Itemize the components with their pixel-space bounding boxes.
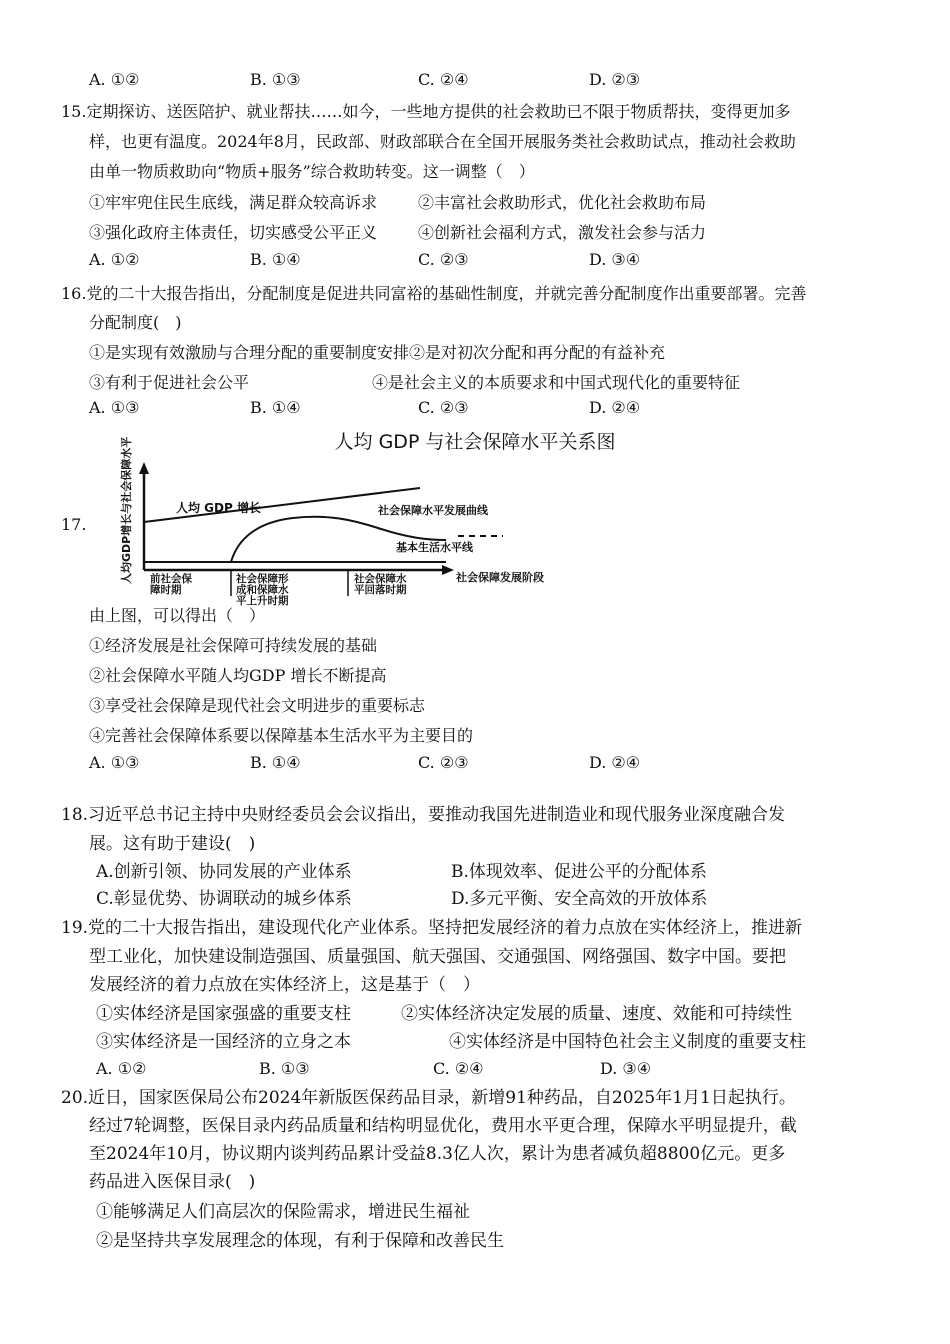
q20-statement-1: ①能够满足人们高层次的保险需求，增进民生福祉: [96, 1202, 470, 1222]
q17-number: 17.: [61, 515, 87, 534]
q16-stem-line: 16.党的二十大报告指出，分配制度是促进共同富裕的基础性制度，并就完善分配制度作出重要部署。完善: [61, 284, 807, 303]
y-axis-label: 人均GDP增长与社会保障水平: [120, 436, 133, 584]
q19-statement-4: ④实体经济是中国特色社会主义制度的重要支柱: [449, 1032, 806, 1052]
q18-stem-line: 18.习近平总书记主持中央财经委员会会议指出，要推动我国先进制造业和现代服务业深度融合发: [61, 805, 786, 825]
q20-stem-line: 经过7轮调整，医保目录内药品质量和结构明显优化，费用水平更合理，保障水平明显提升，截: [89, 1116, 797, 1136]
q14-option-b: B. ①③: [250, 70, 301, 89]
q14-option-c: C. ②④: [418, 70, 469, 89]
q19-statement-2: ②实体经济决定发展的质量、速度、效能和可持续性: [401, 1004, 792, 1024]
q15-statement-1: ①牢牢兜住民生底线，满足群众较高诉求: [89, 193, 378, 212]
y-axis-arrow: [139, 462, 149, 474]
q18-choice-c: C.彰显优势、协调联动的城乡体系: [96, 889, 352, 909]
q18-choice-a: A.创新引领、协同发展的产业体系: [96, 862, 352, 882]
q19-stem-line: 型工业化，加快建设制造强国、质量强国、航天强国、交通强国、网络强国、数字中国。要把: [89, 947, 786, 967]
q15-stem-line: 由单一物质救助向“物质+服务”综合救助转变。这一调整（ ）: [89, 162, 535, 181]
q15-option-d: D. ③④: [589, 250, 641, 269]
series-social-security-curve: [231, 517, 446, 562]
q19-option-c: C. ②④: [433, 1059, 484, 1078]
q17-option-b: B. ①④: [250, 753, 301, 772]
q19-statement-3: ③实体经济是一国经济的立身之本: [96, 1032, 351, 1052]
label-baseline: 基本生活水平线: [396, 541, 473, 554]
q19-statement-1: ①实体经济是国家强盛的重要支柱: [96, 1004, 351, 1024]
q15-statement-4: ④创新社会福利方式，激发社会参与活力: [418, 223, 707, 242]
label-social-security-curve: 社会保障水平发展曲线: [378, 504, 488, 517]
q18-choice-d: D.多元平衡、安全高效的开放体系: [451, 889, 708, 909]
q16-statement-12: ①是实现有效激励与合理分配的重要制度安排②是对初次分配和再分配的有益补充: [89, 343, 666, 362]
q16-option-c: C. ②③: [418, 398, 469, 417]
q19-option-a: A. ①②: [96, 1059, 147, 1078]
q15-stem-line: 15.定期探访、送医陪护、就业帮扶……如今，一些地方提供的社会救助已不限于物质帮扶，变得更加多: [61, 102, 791, 121]
x-axis-arrow: [442, 565, 454, 575]
q16-statement-3: ③有利于促进社会公平: [89, 373, 250, 392]
q16-option-a: A. ①③: [89, 398, 140, 417]
q15-stem-line: 样，也更有温度。2024年8月，民政部、财政部联合在全国开展服务类社会救助试点，推动社会救助: [89, 132, 796, 151]
chart-title: 人均 GDP 与社会保障水平关系图: [334, 431, 616, 453]
q20-stem-line: 20.近日，国家医保局公布2024年新版医保药品目录，新增91种药品，自2025年1月1日起执行。: [61, 1088, 796, 1108]
q15-option-b: B. ①④: [250, 250, 301, 269]
q17-statement-4: ④完善社会保障体系要以保障基本生活水平为主要目的: [89, 726, 474, 745]
q17-statement-3: ③享受社会保障是现代社会文明进步的重要标志: [89, 696, 426, 715]
q18-stem-line: 展。这有助于建设( ): [89, 834, 256, 854]
label-gdp-growth: 人均 GDP 增长: [176, 501, 261, 515]
q20-statement-2: ②是坚持共享发展理念的体现，有利于保障和改善民生: [96, 1231, 504, 1251]
q19-stem-line: 19.党的二十大报告指出，建设现代化产业体系。坚持把发展经济的着力点放在实体经济上，推进新: [61, 918, 803, 938]
q17-option-d: D. ②④: [589, 753, 641, 772]
q17-option-c: C. ②③: [418, 753, 469, 772]
x-axis-label: 社会保障发展阶段: [456, 571, 544, 584]
q17-option-a: A. ①③: [89, 753, 140, 772]
q15-option-a: A. ①②: [89, 250, 140, 269]
q16-option-d: D. ②④: [589, 398, 641, 417]
q17-stem: 由上图，可以得出（ ）: [89, 606, 266, 625]
q20-stem-line: 至2024年10月，协议期内谈判药品累计受益8.3亿人次，累计为患者减负超8800亿元。更多: [89, 1144, 786, 1164]
q15-statement-3: ③强化政府主体责任，切实感受公平正义: [89, 223, 378, 242]
q18-choice-b: B.体现效率、促进公平的分配体系: [451, 862, 707, 882]
stage-label-2: 社会保障形成和保障水平上升时期: [236, 573, 289, 607]
q16-statement-4: ④是社会主义的本质要求和中国式现代化的重要特征: [372, 373, 741, 392]
stage-label-1: 前社会保障时期: [150, 573, 192, 596]
q16-stem-line: 分配制度( ): [89, 313, 182, 332]
q20-stem-line: 药品进入医保目录( ): [89, 1172, 256, 1192]
q14-option-d: D. ②③: [589, 70, 641, 89]
q19-option-b: B. ①③: [259, 1059, 310, 1078]
q17-statement-1: ①经济发展是社会保障可持续发展的基础: [89, 636, 378, 655]
q17-statement-2: ②社会保障水平随人均GDP 增长不断提高: [89, 666, 387, 685]
q19-stem-line: 发展经济的着力点放在实体经济上，这是基于（ ）: [89, 975, 480, 995]
q15-statement-2: ②丰富社会救助形式，优化社会救助布局: [418, 193, 707, 212]
q14-option-a: A. ①②: [89, 70, 140, 89]
stage-label-3: 社会保障水平回落时期: [354, 573, 407, 596]
q16-option-b: B. ①④: [250, 398, 301, 417]
q19-option-d: D. ③④: [600, 1059, 652, 1078]
q15-option-c: C. ②③: [418, 250, 469, 269]
